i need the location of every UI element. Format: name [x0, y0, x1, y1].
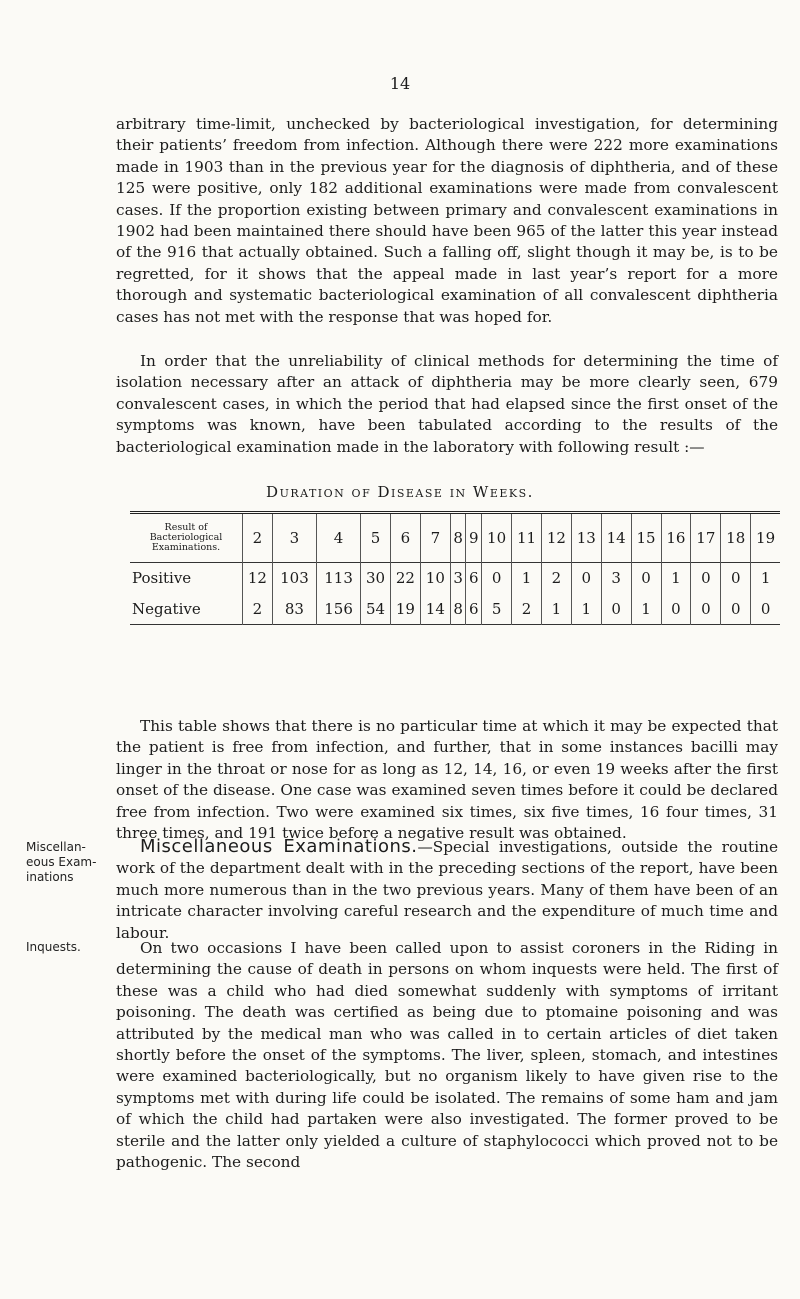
table-cell: 0	[691, 594, 721, 625]
sidenote-miscellaneous: Miscellan- eous Exam- inations	[26, 840, 97, 884]
week-header-9: 9	[466, 513, 482, 563]
table-cell: 54	[361, 594, 391, 625]
week-header-10: 10	[482, 513, 512, 563]
table-cell: 3	[601, 563, 631, 594]
week-header-5: 5	[361, 513, 391, 563]
table-cell: 156	[317, 594, 361, 625]
paragraph-convalescent-examinations: arbitrary time-limit, unchecked by bacteriological investigation, for determining their patients’ freedom from infection. Although there were 222 more examinations made in 1903 than in the previous year for the diagnosis of diphtheria, and of these 125 were positive, only 182 additional examinations were made from convalescent cases. If the proportion existing between primary and convalescent examinations in 1902 had been maintained there should have been 965 of the latter this year instead of the 916 that actually obtained. Such a falling off, slight though it may be, is to be regretted, for it shows that the appeal made in last year’s report for a more thorough and systematic bacteriological examination of all convalescent diphtheria cases has not met with the response that was hoped for.	[116, 115, 778, 326]
table-cell: 8	[450, 594, 466, 625]
week-header-4: 4	[317, 513, 361, 563]
paragraph-table-summary: This table shows that there is no particular time at which it may be expected that the patient is free from infection, and further, that in some instances bacilli may linger in the throat or nose for as long as 12, 14, 16, or even 19 weeks after the first onset of the disease. One case was examined seven times before it could be declared free from infection. Two were examined six times, six five times, 16 four times, 31 three times, and 191 twice before a negative result was obtained.	[116, 717, 778, 843]
table-cell: 0	[751, 594, 780, 625]
table-cell: 1	[512, 563, 542, 594]
week-header-6: 6	[391, 513, 421, 563]
sidenote-inquests: Inquests.	[26, 940, 81, 954]
table-cell: 2	[243, 594, 273, 625]
week-header-3: 3	[272, 513, 316, 563]
paragraph-clinical-methods: In order that the unreliability of clinical methods for determining the time of isolation necessary after an attack of diphtheria may be more clearly seen, 679 convalescent cases, in which the period that had elapsed since the first onset of the symptoms was known, have been tabulated according to the results of the bacteriological examination made in the laboratory with following result :—	[116, 352, 778, 456]
misc-text: —Special investigations, outside the routine work of the department dealt with in the preceding sections of the report, have been much more numerous than in the two previous years. Many of them have been of an intricate character involving careful research and the expenditure of much time and labour.	[116, 838, 778, 942]
week-header-15: 15	[631, 513, 661, 563]
table-cell: 30	[361, 563, 391, 594]
results-table	[130, 511, 780, 625]
section-title-miscellaneous: Miscellaneous Examinations.	[140, 836, 418, 857]
row-label: Positive	[132, 569, 192, 588]
table-row-positive	[130, 563, 780, 594]
table-cell: 6	[466, 594, 482, 625]
table-cell: 0	[661, 594, 691, 625]
week-header-19: 19	[751, 513, 780, 563]
table-heading: Duration of Disease in Weeks.	[266, 483, 534, 501]
week-header-12: 12	[541, 513, 571, 563]
table-cell: 0	[601, 594, 631, 625]
table-cell: 1	[631, 594, 661, 625]
week-header-2: 2	[243, 513, 273, 563]
row-label: Negative	[132, 599, 201, 618]
table-cell: 3	[450, 563, 466, 594]
table-cell: 2	[512, 594, 542, 625]
week-header-18: 18	[721, 513, 751, 563]
week-header-17: 17	[691, 513, 721, 563]
table-cell: 83	[272, 594, 316, 625]
week-header-13: 13	[571, 513, 601, 563]
week-header-8: 8	[450, 513, 466, 563]
table-body	[130, 563, 780, 625]
table-cell: 2	[541, 563, 571, 594]
paragraph-miscellaneous	[116, 836, 778, 944]
week-header-7: 7	[420, 513, 450, 563]
table-header-row	[130, 513, 780, 563]
table-cell: 19	[391, 594, 421, 625]
table-cell: 103	[272, 563, 316, 594]
table-cell: 10	[420, 563, 450, 594]
table-cell: 0	[721, 594, 751, 625]
table-cell: 0	[631, 563, 661, 594]
week-header-14: 14	[601, 513, 631, 563]
table-cell: 5	[482, 594, 512, 625]
table-cell: 0	[482, 563, 512, 594]
table-row-negative	[130, 594, 780, 625]
row-header-label: Result of Bacteriological Examinations.	[149, 522, 223, 553]
table-cell: 1	[541, 594, 571, 625]
table-cell: 1	[661, 563, 691, 594]
table-cell: 22	[391, 563, 421, 594]
table-cell: 0	[691, 563, 721, 594]
table-cell: 14	[420, 594, 450, 625]
table-cell: 1	[571, 594, 601, 625]
week-header-11: 11	[512, 513, 542, 563]
table-cell: 0	[571, 563, 601, 594]
page-number: 14	[389, 74, 411, 93]
table-cell: 12	[243, 563, 273, 594]
table-cell: 6	[466, 563, 482, 594]
table-cell: 0	[721, 563, 751, 594]
week-header-16: 16	[661, 513, 691, 563]
table-cell: 113	[317, 563, 361, 594]
paragraph-inquests: On two occasions I have been called upon to assist coroners in the Riding in determining the cause of death in persons on whom inquests were held. The first of these was a child who had died somewhat suddenly with symptoms of irritant poisoning. The death was certified as being due to ptomaine poisoning and was attributed by the medical man who was called in to certain articles of diet taken shortly before the onset of the symptoms. The liver, spleen, stomach, and intestines were examined bacteriologically, but no organism likely to have given rise to the symptoms met with during life could be isolated. The remains of some ham and jam of which the child had partaken were also investigated. The former proved to be sterile and the latter only yielded a culture of staphylococci which proved not to be pathogenic. The second	[116, 939, 778, 1172]
table-cell: 1	[751, 563, 780, 594]
